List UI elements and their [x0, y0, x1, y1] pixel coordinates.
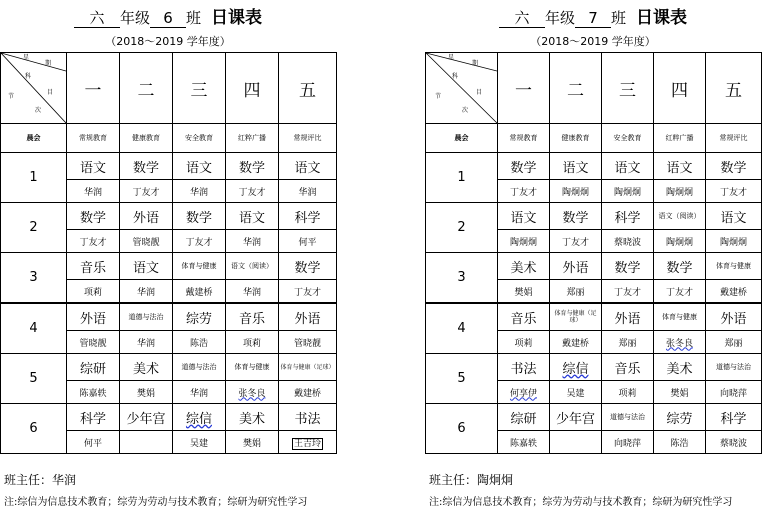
teacher-cell: 华润: [67, 180, 120, 203]
subject-cell: 外语: [120, 203, 173, 230]
subject-cell: 综研: [498, 404, 550, 431]
subject-cell: 美术: [120, 354, 173, 381]
teacher-name: 何享伊: [509, 388, 537, 399]
teacher-cell: 樊娟: [120, 381, 173, 404]
teacher-cell: 项莉: [498, 331, 550, 354]
corner-cell: [1, 53, 67, 124]
morning-item: 红粹广播: [226, 124, 279, 153]
subject-cell: 语文: [550, 153, 602, 180]
teacher-cell: 戴建桥: [173, 280, 226, 304]
subject-cell: 数学: [120, 153, 173, 180]
subject-cell: 外语: [550, 253, 602, 280]
corner-label: 科: [25, 73, 32, 80]
weekday-header: 五: [279, 53, 337, 124]
school-year: （2018～2019 学年度）: [105, 35, 231, 48]
timetable: [0, 52, 337, 454]
subject-cell: 音乐: [67, 253, 120, 280]
subject-cell: 音乐: [226, 303, 279, 331]
subject-cell: 数学: [654, 253, 706, 280]
subject-cell: 体育与健康（足球）: [550, 303, 602, 331]
subject-cell: 语文（阅读）: [226, 253, 279, 280]
subject-cell: [550, 354, 602, 381]
corner-label: 期: [472, 60, 479, 67]
period-number: 1: [1, 153, 67, 203]
teacher-name: 王吉玲: [293, 438, 321, 449]
subject-cell: 语文: [602, 153, 654, 180]
period-subject-row: [1, 303, 337, 331]
teacher-cell: 丁友才: [706, 180, 762, 203]
teacher-cell: 丁友才: [550, 230, 602, 253]
subject-cell: 数学: [67, 203, 120, 230]
period-subject-row: [426, 153, 762, 180]
teacher-cell: [550, 431, 602, 454]
weekday-header: 一: [67, 53, 120, 124]
weekday-header: 三: [173, 53, 226, 124]
period-number: 4: [1, 303, 67, 354]
teacher-cell: 蔡晓波: [602, 230, 654, 253]
teacher-cell: 陶炯炯: [654, 230, 706, 253]
subject-cell: 体育与健康: [654, 303, 706, 331]
teacher-cell: 陶炯炯: [602, 180, 654, 203]
morning-item: 常规评比: [706, 124, 762, 153]
period-subject-row: [1, 153, 337, 180]
teacher-cell: 樊娟: [498, 280, 550, 304]
teacher-cell: 樊娟: [654, 381, 706, 404]
subject-cell: 外语: [279, 303, 337, 331]
teacher-cell: 项莉: [226, 331, 279, 354]
weekday-header: 二: [120, 53, 173, 124]
morning-item: 健康教育: [120, 124, 173, 153]
corner-label: 期: [45, 60, 52, 67]
class-value: 6: [150, 9, 186, 28]
corner-label: 星: [23, 54, 30, 61]
teacher-cell: 项莉: [67, 280, 120, 304]
subject-cell: 少年宫: [120, 404, 173, 431]
teacher-name: 张冬良: [665, 338, 693, 349]
period-number: 5: [426, 354, 498, 404]
subject-cell: 少年宫: [550, 404, 602, 431]
weekday-header: 五: [706, 53, 762, 124]
teacher-cell: 陈嘉轶: [67, 381, 120, 404]
footnote: 注:综信为信息技术教育；综劳为劳动与技术教育；综研为研究性学习: [429, 497, 733, 508]
teacher-cell: 陶炯炯: [498, 230, 550, 253]
teacher-cell: 向晓萍: [706, 381, 762, 404]
teacher-cell: 吴建: [173, 431, 226, 454]
morning-item: 健康教育: [550, 124, 602, 153]
teacher-cell: 何平: [279, 230, 337, 253]
class-value: 7: [575, 9, 611, 28]
teacher-cell: 华润: [279, 180, 337, 203]
subject-name: 综信: [185, 411, 212, 427]
subject-cell: 数学: [279, 253, 337, 280]
teacher-cell: 吴建: [550, 381, 602, 404]
schedule-title: [425, 3, 761, 28]
corner-label: 目: [476, 89, 483, 96]
corner-label: 次: [462, 107, 469, 114]
teacher-cell: 戴建桥: [706, 280, 762, 304]
corner-label: 次: [35, 107, 42, 114]
morning-item: 红粹广播: [654, 124, 706, 153]
period-subject-row: [426, 354, 762, 381]
period-subject-row: [1, 404, 337, 431]
teacher-cell: 华润: [120, 331, 173, 354]
morning-item: 常规教育: [498, 124, 550, 153]
school-year: （2018～2019 学年度）: [530, 35, 656, 48]
corner-label: 科: [452, 73, 459, 80]
morning-label: 晨会: [1, 124, 67, 153]
subject-cell: 外语: [602, 303, 654, 331]
weekday-header: 四: [226, 53, 279, 124]
weekday-header: 一: [498, 53, 550, 124]
subject-cell: 音乐: [498, 303, 550, 331]
period-subject-row: [426, 303, 762, 331]
subject-cell: 数学: [226, 153, 279, 180]
subject-cell: 综劳: [654, 404, 706, 431]
subject-cell: 体育与健康: [226, 354, 279, 381]
period-number: 6: [1, 404, 67, 454]
subject-cell: [173, 404, 226, 431]
teacher-cell: 丁友才: [498, 180, 550, 203]
grade-label: 年级: [119, 9, 150, 27]
teacher-cell: 郑丽: [706, 331, 762, 354]
morning-meeting-row: [1, 124, 337, 153]
teacher-cell: 管晓靓: [67, 331, 120, 354]
teacher-cell: 丁友才: [226, 180, 279, 203]
head-teacher: 班主任：华润: [4, 473, 77, 487]
subject-cell: 综劳: [173, 303, 226, 331]
subject-cell: 道德与法治: [706, 354, 762, 381]
teacher-cell: 丁友才: [67, 230, 120, 253]
subject-cell: 科学: [67, 404, 120, 431]
subject-cell: 语文: [67, 153, 120, 180]
period-number: 3: [1, 253, 67, 304]
period-number: 1: [426, 153, 498, 203]
subject-cell: 体育与健康（足球）: [279, 354, 337, 381]
teacher-cell: 丁友才: [173, 230, 226, 253]
period-number: 2: [1, 203, 67, 253]
class-label: 班: [611, 9, 627, 27]
subject-cell: 体育与健康: [173, 253, 226, 280]
grade-value: 六: [499, 9, 545, 28]
subject-cell: 语文: [120, 253, 173, 280]
header-row: [1, 53, 337, 124]
teacher-cell: 陶炯炯: [706, 230, 762, 253]
subject-cell: 书法: [279, 404, 337, 431]
corner-label: 节: [435, 93, 442, 100]
subject-cell: 数学: [173, 203, 226, 230]
schedule-title: [0, 3, 336, 28]
subject-cell: 体育与健康: [706, 253, 762, 280]
teacher-cell: [279, 431, 337, 454]
subject-cell: 数学: [706, 153, 762, 180]
subject-cell: 科学: [706, 404, 762, 431]
teacher-cell: 向晓萍: [602, 431, 654, 454]
timetable: [425, 52, 762, 454]
period-number: 3: [426, 253, 498, 304]
teacher-cell: 陶炯炯: [654, 180, 706, 203]
timetable-heading: 日课表: [636, 8, 688, 28]
subject-cell: 语文: [173, 153, 226, 180]
schedule-class-7: [425, 0, 761, 512]
head-teacher: 班主任：陶炯炯: [429, 473, 514, 487]
subject-cell: 数学: [550, 203, 602, 230]
teacher-name: 张冬良: [238, 388, 266, 399]
period-number: 4: [426, 303, 498, 354]
corner-cell: [426, 53, 498, 124]
subject-cell: 道德与法治: [602, 404, 654, 431]
morning-item: 常规教育: [67, 124, 120, 153]
teacher-cell: 陈嘉轶: [498, 431, 550, 454]
teacher-cell: [498, 381, 550, 404]
teacher-cell: 陶炯炯: [550, 180, 602, 203]
period-subject-row: [1, 354, 337, 381]
period-number: 6: [426, 404, 498, 454]
teacher-cell: 蔡晓波: [706, 431, 762, 454]
subject-cell: 综研: [67, 354, 120, 381]
corner-label: 星: [448, 54, 455, 61]
period-number: 2: [426, 203, 498, 253]
subject-cell: 语文: [226, 203, 279, 230]
teacher-cell: 丁友才: [279, 280, 337, 304]
subject-cell: 美术: [654, 354, 706, 381]
subject-cell: 语文: [654, 153, 706, 180]
teacher-cell: 华润: [226, 280, 279, 304]
period-subject-row: [1, 253, 337, 280]
subject-cell: 美术: [498, 253, 550, 280]
subject-name: 综信: [562, 361, 589, 377]
teacher-cell: 丁友才: [654, 280, 706, 304]
teacher-cell: 陈浩: [173, 331, 226, 354]
subject-cell: 道德与法治: [120, 303, 173, 331]
weekday-header: 三: [602, 53, 654, 124]
weekday-header: 四: [654, 53, 706, 124]
teacher-cell: 郑丽: [550, 280, 602, 304]
teacher-cell: [226, 381, 279, 404]
morning-item: 安全教育: [602, 124, 654, 153]
period-subject-row: [1, 203, 337, 230]
subject-cell: 语文（阅读）: [654, 203, 706, 230]
subject-cell: 语文: [279, 153, 337, 180]
schedule-class-6: [0, 0, 336, 512]
teacher-cell: 何平: [67, 431, 120, 454]
teacher-cell: 管晓靓: [279, 331, 337, 354]
period-number: 5: [1, 354, 67, 404]
teacher-cell: 戴建桥: [550, 331, 602, 354]
weekday-header: 二: [550, 53, 602, 124]
timetable-heading: 日课表: [211, 8, 263, 28]
subject-cell: 语文: [498, 203, 550, 230]
teacher-cell: 郑丽: [602, 331, 654, 354]
corner-label: 节: [8, 93, 15, 100]
morning-item: 常规评比: [279, 124, 337, 153]
subject-cell: 语文: [706, 203, 762, 230]
grade-value: 六: [74, 9, 120, 28]
teacher-cell: 华润: [226, 230, 279, 253]
teacher-cell: 华润: [173, 381, 226, 404]
corner-label: 目: [47, 89, 54, 96]
morning-label: 晨会: [426, 124, 498, 153]
period-subject-row: [426, 253, 762, 280]
subject-cell: 数学: [498, 153, 550, 180]
teacher-cell: [654, 331, 706, 354]
subject-cell: 科学: [602, 203, 654, 230]
morning-meeting-row: [426, 124, 762, 153]
teacher-cell: 华润: [120, 280, 173, 304]
class-label: 班: [186, 9, 202, 27]
morning-item: 安全教育: [173, 124, 226, 153]
subject-cell: 道德与法治: [173, 354, 226, 381]
period-subject-row: [426, 203, 762, 230]
teacher-cell: 樊娟: [226, 431, 279, 454]
teacher-cell: 丁友才: [602, 280, 654, 304]
subject-cell: 美术: [226, 404, 279, 431]
subject-cell: 外语: [67, 303, 120, 331]
footnote: 注:综信为信息技术教育；综劳为劳动与技术教育；综研为研究性学习: [4, 497, 308, 508]
teacher-cell: 陈浩: [654, 431, 706, 454]
teacher-cell: 华润: [173, 180, 226, 203]
teacher-cell: 戴建桥: [279, 381, 337, 404]
subject-cell: 外语: [706, 303, 762, 331]
subject-cell: 科学: [279, 203, 337, 230]
grade-label: 年级: [544, 9, 575, 27]
subject-cell: 书法: [498, 354, 550, 381]
period-subject-row: [426, 404, 762, 431]
teacher-cell: 项莉: [602, 381, 654, 404]
subject-cell: 数学: [602, 253, 654, 280]
teacher-cell: [120, 431, 173, 454]
header-row: [426, 53, 762, 124]
subject-cell: 音乐: [602, 354, 654, 381]
teacher-cell: 丁友才: [120, 180, 173, 203]
teacher-cell: 管晓靓: [120, 230, 173, 253]
